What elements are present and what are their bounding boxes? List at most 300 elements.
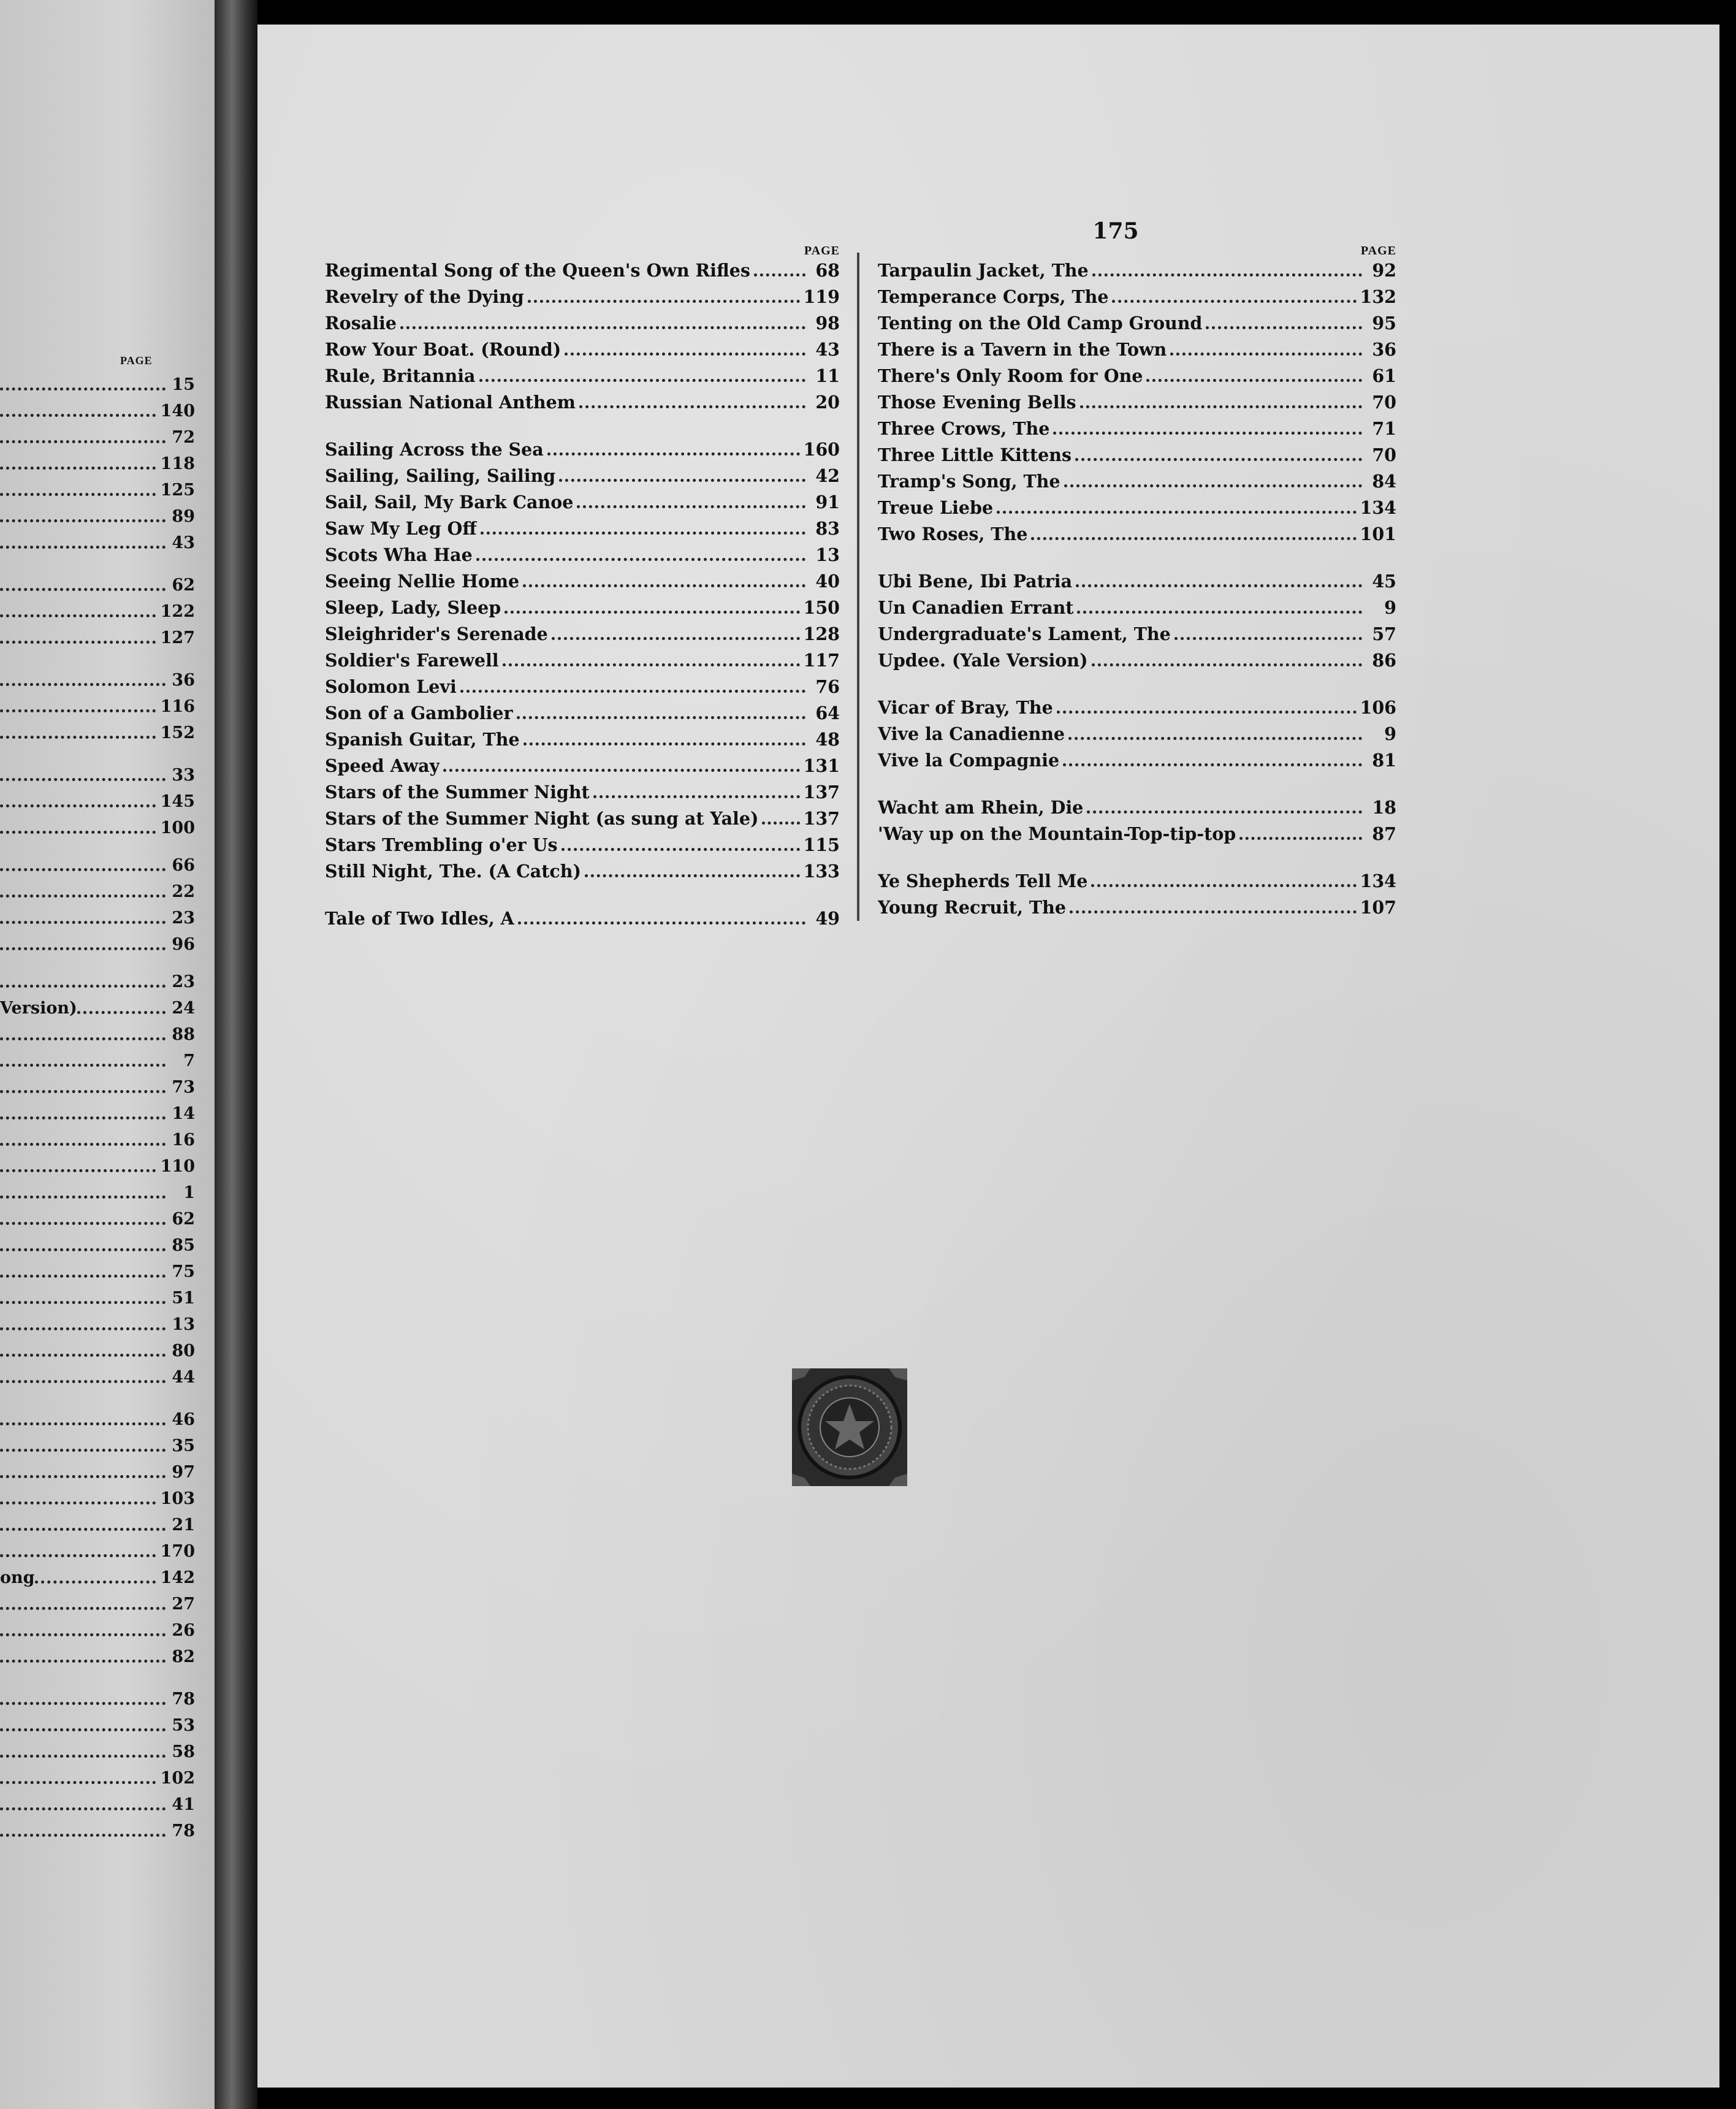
index-entry bbox=[325, 284, 840, 310]
entry-title: Updee. (Yale Version) bbox=[878, 650, 1088, 671]
left-page-entry-page-number: 103 bbox=[160, 1489, 195, 1508]
left-page-entry-page-number: 16 bbox=[172, 1131, 195, 1150]
dot-leader bbox=[0, 386, 166, 391]
index-entry bbox=[878, 721, 1396, 747]
left-page-entry bbox=[0, 1619, 195, 1643]
index-entry bbox=[325, 542, 840, 568]
left-page-entry-page-number: 41 bbox=[172, 1795, 195, 1814]
dot-leader bbox=[0, 1447, 166, 1452]
dot-leader bbox=[1170, 351, 1362, 356]
left-page-entry-page-number: 152 bbox=[160, 723, 195, 742]
dot-leader bbox=[0, 412, 156, 417]
dot-leader bbox=[0, 866, 166, 871]
index-entry bbox=[325, 700, 840, 727]
entry-title: Three Little Kittens bbox=[878, 444, 1072, 465]
left-page-entry-page-number: 142 bbox=[160, 1568, 195, 1587]
left-page-entry-page-number: 62 bbox=[172, 576, 195, 595]
index-entry bbox=[325, 906, 840, 932]
index-entry bbox=[878, 621, 1396, 647]
entry-title: Spanish Guitar, The bbox=[325, 729, 520, 750]
left-page-entry bbox=[0, 452, 195, 476]
dot-leader bbox=[0, 919, 166, 924]
dot-leader bbox=[0, 465, 156, 470]
left-page-entry bbox=[0, 970, 195, 994]
dot-leader bbox=[1146, 377, 1362, 382]
index-entry bbox=[878, 521, 1396, 547]
left-page-entry-page-number: 21 bbox=[172, 1516, 195, 1535]
entry-title: Vive la Canadienne bbox=[878, 723, 1065, 744]
left-page-entry bbox=[0, 906, 195, 931]
dot-leader bbox=[577, 503, 805, 508]
entry-title: Sleep, Lady, Sleep bbox=[325, 597, 501, 618]
group-gap bbox=[878, 674, 1396, 695]
left-page-entry bbox=[0, 531, 195, 555]
dot-leader bbox=[0, 1700, 166, 1705]
entry-title: Young Recruit, The bbox=[878, 897, 1066, 918]
dot-leader bbox=[0, 1605, 166, 1610]
left-page-entry bbox=[0, 668, 195, 693]
left-page-entry bbox=[0, 721, 195, 746]
dot-leader bbox=[0, 1273, 166, 1278]
left-page-entry-page-number: 127 bbox=[160, 628, 195, 647]
entry-page-number: 128 bbox=[803, 624, 840, 644]
column-divider bbox=[857, 253, 859, 921]
dot-leader bbox=[0, 1062, 166, 1067]
left-page-entry bbox=[0, 763, 195, 788]
dot-leader bbox=[0, 1526, 166, 1531]
dot-leader bbox=[0, 983, 166, 988]
entry-title: Tale of Two Idles, A bbox=[325, 908, 514, 929]
left-page-entry bbox=[0, 1460, 195, 1485]
index-entry bbox=[878, 389, 1396, 416]
left-page-entry-page-number: 72 bbox=[172, 428, 195, 447]
entry-title: Still Night, The. (A Catch) bbox=[325, 861, 581, 882]
dot-leader bbox=[0, 776, 166, 781]
entry-list bbox=[325, 257, 840, 932]
library-seal-icon bbox=[790, 1366, 910, 1489]
left-page-entry bbox=[0, 695, 195, 719]
dot-leader bbox=[559, 477, 805, 482]
dot-leader bbox=[518, 920, 805, 925]
dot-leader bbox=[565, 351, 805, 356]
dot-leader bbox=[528, 298, 800, 303]
left-page-entry-page-number: 44 bbox=[172, 1368, 195, 1387]
entry-title: Rule, Britannia bbox=[325, 365, 476, 386]
dot-leader bbox=[0, 1726, 166, 1731]
left-page-entry-page-number: 33 bbox=[172, 766, 195, 785]
left-page-entry bbox=[0, 373, 195, 397]
left-page-entry bbox=[0, 1513, 195, 1538]
entry-title: Scots Wha Hae bbox=[325, 544, 473, 565]
left-page-entry-page-number: 75 bbox=[172, 1262, 195, 1281]
entry-title: Those Evening Bells bbox=[878, 392, 1076, 413]
entry-title: 'Way up on the Mountain-Top-tip-top bbox=[878, 823, 1236, 844]
dot-leader bbox=[1064, 482, 1362, 487]
entry-title: Rosalie bbox=[325, 313, 397, 334]
dot-leader bbox=[0, 1473, 166, 1478]
entry-page-number: 115 bbox=[803, 834, 840, 855]
left-page-entry-page-number: 24 bbox=[172, 999, 195, 1018]
left-page-entry-page-number: 13 bbox=[172, 1315, 195, 1334]
entry-page-number: 48 bbox=[815, 729, 840, 750]
dot-leader bbox=[1092, 272, 1362, 276]
left-page-entry bbox=[0, 1260, 195, 1284]
entry-title: Treue Liebe bbox=[878, 497, 994, 518]
left-page-entry bbox=[0, 1487, 195, 1511]
dot-leader bbox=[762, 820, 799, 825]
dot-leader bbox=[0, 612, 156, 617]
index-entry bbox=[325, 310, 840, 337]
entry-page-number: 20 bbox=[815, 392, 840, 413]
left-page-entry-page-number: 53 bbox=[172, 1716, 195, 1735]
entry-page-number: 68 bbox=[815, 260, 840, 281]
index-entry bbox=[878, 257, 1396, 284]
entry-title: There is a Tavern in the Town bbox=[878, 339, 1167, 360]
left-page-entry bbox=[0, 1645, 195, 1669]
entry-title: Tramp's Song, The bbox=[878, 471, 1060, 492]
left-page-entry-page-number: 66 bbox=[172, 856, 195, 875]
left-page-entry-page-number: 22 bbox=[172, 882, 195, 901]
dot-leader bbox=[1077, 609, 1362, 614]
left-page-entry bbox=[0, 1339, 195, 1363]
index-entry bbox=[878, 310, 1396, 337]
left-page-entry bbox=[0, 1313, 195, 1337]
entry-title: Russian National Anthem bbox=[325, 392, 576, 413]
entry-title: There's Only Room for One bbox=[878, 365, 1143, 386]
left-page-entry-page-number: 89 bbox=[172, 507, 195, 526]
entry-title: Sail, Sail, My Bark Canoe bbox=[325, 492, 574, 513]
left-page-entry-page-number: 110 bbox=[160, 1157, 195, 1176]
left-page-entry bbox=[0, 1408, 195, 1432]
entry-title: Sleighrider's Serenade bbox=[325, 624, 548, 644]
left-page-entry bbox=[0, 1539, 195, 1564]
entry-page-number: 57 bbox=[1372, 624, 1396, 644]
dot-leader bbox=[0, 1141, 166, 1146]
index-entry bbox=[325, 363, 840, 389]
entry-page-number: 160 bbox=[803, 439, 840, 460]
left-page-entry-page-number: 102 bbox=[160, 1769, 195, 1788]
left-page-fragment bbox=[0, 0, 215, 2109]
index-entry bbox=[878, 695, 1396, 721]
dot-leader bbox=[552, 635, 800, 640]
index-entry bbox=[325, 568, 840, 595]
dot-leader bbox=[1087, 809, 1362, 814]
left-page-entry bbox=[0, 1023, 195, 1047]
dot-leader bbox=[0, 1779, 156, 1784]
left-page-entry bbox=[0, 1365, 195, 1390]
dot-leader bbox=[1070, 909, 1357, 913]
entry-page-number: 81 bbox=[1372, 750, 1396, 771]
index-entry bbox=[878, 894, 1396, 921]
index-entry bbox=[325, 779, 840, 806]
index-column-left bbox=[325, 244, 840, 932]
left-page-entry-text: Version) bbox=[0, 999, 77, 1018]
left-page-entry-page-number: 78 bbox=[172, 1690, 195, 1709]
entry-page-number: 92 bbox=[1372, 260, 1396, 281]
entry-title: Wacht am Rhein, Die bbox=[878, 797, 1084, 818]
entry-title: Two Roses, The bbox=[878, 524, 1028, 544]
index-entry bbox=[878, 468, 1396, 495]
dot-leader bbox=[1076, 582, 1362, 587]
left-page-entry-page-number: 7 bbox=[183, 1051, 195, 1070]
index-entry bbox=[325, 337, 840, 363]
index-entry bbox=[878, 363, 1396, 389]
entry-page-number: 70 bbox=[1372, 444, 1396, 465]
left-page-entry-page-number: 170 bbox=[160, 1542, 195, 1561]
index-entry bbox=[878, 337, 1396, 363]
entry-title: Speed Away bbox=[325, 755, 440, 776]
left-page-entry bbox=[0, 399, 195, 424]
left-page-entry bbox=[0, 1049, 195, 1074]
entry-title: Seeing Nellie Home bbox=[325, 571, 520, 592]
dot-leader bbox=[0, 707, 156, 712]
left-page-entry-page-number: 36 bbox=[172, 671, 195, 690]
left-page-entry bbox=[0, 1181, 195, 1205]
dot-leader bbox=[1239, 835, 1362, 840]
dot-leader bbox=[0, 1753, 166, 1758]
dot-leader bbox=[443, 767, 799, 772]
entry-page-number: 101 bbox=[1360, 524, 1396, 544]
dot-leader bbox=[35, 1579, 156, 1584]
dot-leader bbox=[460, 688, 805, 693]
dot-leader bbox=[997, 509, 1356, 514]
dot-leader bbox=[0, 517, 166, 522]
left-page-entry-page-number: 85 bbox=[172, 1236, 195, 1255]
index-entry bbox=[878, 416, 1396, 442]
entry-title: Soldier's Farewell bbox=[325, 650, 499, 671]
left-page-entry bbox=[0, 1128, 195, 1153]
left-page-entry-page-number: 46 bbox=[172, 1410, 195, 1429]
dot-leader bbox=[1057, 709, 1357, 714]
index-entry bbox=[878, 568, 1396, 595]
left-page-entry bbox=[0, 1793, 195, 1817]
dot-leader bbox=[0, 1325, 166, 1330]
left-page-entry-page-number: 97 bbox=[172, 1463, 195, 1482]
dot-leader bbox=[0, 1832, 166, 1837]
entry-page-number: 117 bbox=[803, 650, 840, 671]
dot-leader bbox=[0, 544, 166, 549]
left-page-entry-page-number: 23 bbox=[172, 909, 195, 928]
dot-leader bbox=[1068, 735, 1362, 740]
dot-leader bbox=[0, 1421, 166, 1425]
entry-title: Row Your Boat. (Round) bbox=[325, 339, 562, 360]
entry-page-number: 95 bbox=[1372, 313, 1396, 334]
left-page-entry-page-number: 140 bbox=[160, 402, 195, 421]
left-page-entry bbox=[0, 880, 195, 904]
index-entry bbox=[325, 463, 840, 489]
entry-title: Tarpaulin Jacket, The bbox=[878, 260, 1089, 281]
entry-page-number: 36 bbox=[1372, 339, 1396, 360]
left-page-entry bbox=[0, 1592, 195, 1617]
entry-page-number: 76 bbox=[815, 676, 840, 697]
dot-leader bbox=[503, 662, 800, 666]
dot-leader bbox=[0, 1631, 166, 1636]
left-page-entry-page-number: 35 bbox=[172, 1436, 195, 1455]
left-page-entry bbox=[0, 573, 195, 598]
dot-leader bbox=[0, 945, 166, 950]
dot-leader bbox=[593, 793, 800, 798]
entry-page-number: 137 bbox=[803, 782, 840, 803]
dot-leader bbox=[0, 1806, 166, 1810]
left-page-entry bbox=[0, 626, 195, 650]
dot-leader bbox=[0, 438, 166, 443]
dot-leader bbox=[1063, 761, 1362, 766]
index-entry bbox=[325, 389, 840, 416]
entry-title: Un Canadien Errant bbox=[878, 597, 1074, 618]
page-number: 175 bbox=[1092, 218, 1139, 244]
dot-leader bbox=[481, 530, 805, 535]
dot-leader bbox=[1174, 635, 1362, 640]
entry-page-number: 91 bbox=[815, 492, 840, 513]
entry-title: Temperance Corps, The bbox=[878, 286, 1109, 307]
entry-page-number: 98 bbox=[815, 313, 840, 334]
left-page-entry bbox=[0, 1740, 195, 1764]
index-entry bbox=[878, 647, 1396, 674]
entry-title: Ubi Bene, Ibi Patria bbox=[878, 571, 1073, 592]
entry-title: Undergraduate's Lament, The bbox=[878, 624, 1171, 644]
dot-leader bbox=[523, 741, 805, 746]
entry-title: Ye Shepherds Tell Me bbox=[878, 871, 1088, 891]
index-entry bbox=[325, 832, 840, 858]
dot-leader bbox=[523, 582, 805, 587]
dot-leader bbox=[0, 829, 156, 834]
entry-title: Stars of the Summer Night (as sung at Yale) bbox=[325, 808, 759, 829]
left-page-entry-page-number: 14 bbox=[172, 1104, 195, 1123]
dot-leader bbox=[1091, 882, 1356, 887]
index-entry bbox=[325, 516, 840, 542]
left-page-entry bbox=[0, 505, 195, 529]
entry-page-number: 134 bbox=[1360, 871, 1396, 891]
dot-leader bbox=[0, 734, 156, 739]
left-page-entry-page-number: 62 bbox=[172, 1210, 195, 1229]
dot-leader bbox=[0, 1299, 166, 1304]
entry-page-number: 64 bbox=[815, 703, 840, 723]
entry-list bbox=[878, 257, 1396, 921]
index-entry bbox=[878, 795, 1396, 821]
book-binding-gutter bbox=[215, 0, 257, 2109]
entry-page-number: 43 bbox=[815, 339, 840, 360]
entry-page-number: 9 bbox=[1384, 597, 1396, 618]
entry-title: Three Crows, The bbox=[878, 418, 1050, 439]
index-column-right bbox=[878, 244, 1396, 921]
index-entry bbox=[325, 858, 840, 885]
index-entry bbox=[325, 595, 840, 621]
index-entry bbox=[325, 437, 840, 463]
left-page-entry bbox=[0, 1819, 195, 1844]
entry-title: Vicar of Bray, The bbox=[878, 697, 1053, 718]
dot-leader bbox=[1112, 298, 1356, 303]
entry-title: Revelry of the Dying bbox=[325, 286, 524, 307]
entry-page-number: 84 bbox=[1372, 471, 1396, 492]
dot-leader bbox=[1092, 662, 1362, 666]
left-page-entry bbox=[0, 1434, 195, 1459]
left-page-entry bbox=[0, 478, 195, 503]
left-page-entry-page-number: 80 bbox=[172, 1341, 195, 1360]
dot-leader bbox=[479, 377, 805, 382]
entry-title: Stars Trembling o'er Us bbox=[325, 834, 558, 855]
dot-leader bbox=[476, 556, 805, 561]
dot-leader bbox=[579, 403, 805, 408]
left-page-entry-page-number: 125 bbox=[160, 481, 195, 500]
left-page-entry-page-number: 1 bbox=[183, 1183, 195, 1202]
entry-page-number: 40 bbox=[815, 571, 840, 592]
entry-page-number: 49 bbox=[815, 908, 840, 929]
dot-leader bbox=[0, 681, 166, 686]
dot-leader bbox=[0, 1167, 156, 1172]
index-entry bbox=[325, 621, 840, 647]
dot-leader bbox=[562, 846, 800, 851]
index-entry bbox=[325, 489, 840, 516]
left-page-entry bbox=[0, 1154, 195, 1179]
group-gap bbox=[878, 847, 1396, 868]
left-page-entry-page-number: 82 bbox=[172, 1647, 195, 1666]
group-gap bbox=[878, 774, 1396, 795]
entry-title: Vive la Compagnie bbox=[878, 750, 1060, 771]
left-page-entry-page-number: 27 bbox=[172, 1595, 195, 1614]
left-page-entry bbox=[0, 1102, 195, 1126]
dot-leader bbox=[0, 1115, 166, 1119]
entry-page-number: 18 bbox=[1372, 797, 1396, 818]
left-page-entry-page-number: 15 bbox=[172, 375, 195, 394]
index-entry bbox=[878, 595, 1396, 621]
index-entry bbox=[325, 727, 840, 753]
left-page-entry-page-number: 96 bbox=[172, 935, 195, 954]
dot-leader bbox=[0, 1352, 166, 1357]
dot-leader bbox=[1075, 456, 1362, 461]
dot-leader bbox=[1080, 403, 1363, 408]
index-entry bbox=[878, 868, 1396, 894]
entry-page-number: 119 bbox=[803, 286, 840, 307]
left-page-entry bbox=[0, 425, 195, 450]
dot-leader bbox=[754, 272, 805, 276]
entry-page-number: 71 bbox=[1372, 418, 1396, 439]
left-page-entry bbox=[0, 1075, 195, 1100]
left-page-entry-page-number: 73 bbox=[172, 1078, 195, 1097]
left-page-entry bbox=[0, 996, 195, 1021]
entry-page-number: 107 bbox=[1360, 897, 1396, 918]
entry-page-number: 83 bbox=[815, 518, 840, 539]
dot-leader bbox=[1031, 535, 1356, 540]
entry-page-number: 86 bbox=[1372, 650, 1396, 671]
dot-leader bbox=[0, 1658, 166, 1663]
entry-title: Saw My Leg Off bbox=[325, 518, 477, 539]
index-entry bbox=[325, 257, 840, 284]
entry-page-number: 11 bbox=[815, 365, 840, 386]
index-entry bbox=[878, 821, 1396, 847]
entry-page-number: 134 bbox=[1360, 497, 1396, 518]
dot-leader bbox=[0, 1088, 166, 1093]
dot-leader bbox=[0, 803, 156, 807]
left-page-entry-page-number: 78 bbox=[172, 1821, 195, 1840]
left-page-entry-page-number: 116 bbox=[160, 697, 195, 716]
left-page-entry bbox=[0, 816, 195, 841]
index-entry bbox=[325, 674, 840, 700]
entry-title: Stars of the Summer Night bbox=[325, 782, 590, 803]
dot-leader bbox=[0, 1378, 166, 1383]
entry-title: Regimental Song of the Queen's Own Rifles bbox=[325, 260, 750, 281]
dot-leader bbox=[0, 1035, 166, 1040]
index-entry bbox=[878, 747, 1396, 774]
entry-page-number: 137 bbox=[803, 808, 840, 829]
entry-page-number: 42 bbox=[815, 465, 840, 486]
group-gap bbox=[325, 885, 840, 906]
entry-page-number: 150 bbox=[803, 597, 840, 618]
left-page-entry bbox=[0, 1234, 195, 1258]
left-page-entry-page-number: 118 bbox=[160, 454, 195, 473]
index-entry bbox=[325, 647, 840, 674]
entry-page-number: 132 bbox=[1360, 286, 1396, 307]
dot-leader bbox=[0, 1220, 166, 1225]
